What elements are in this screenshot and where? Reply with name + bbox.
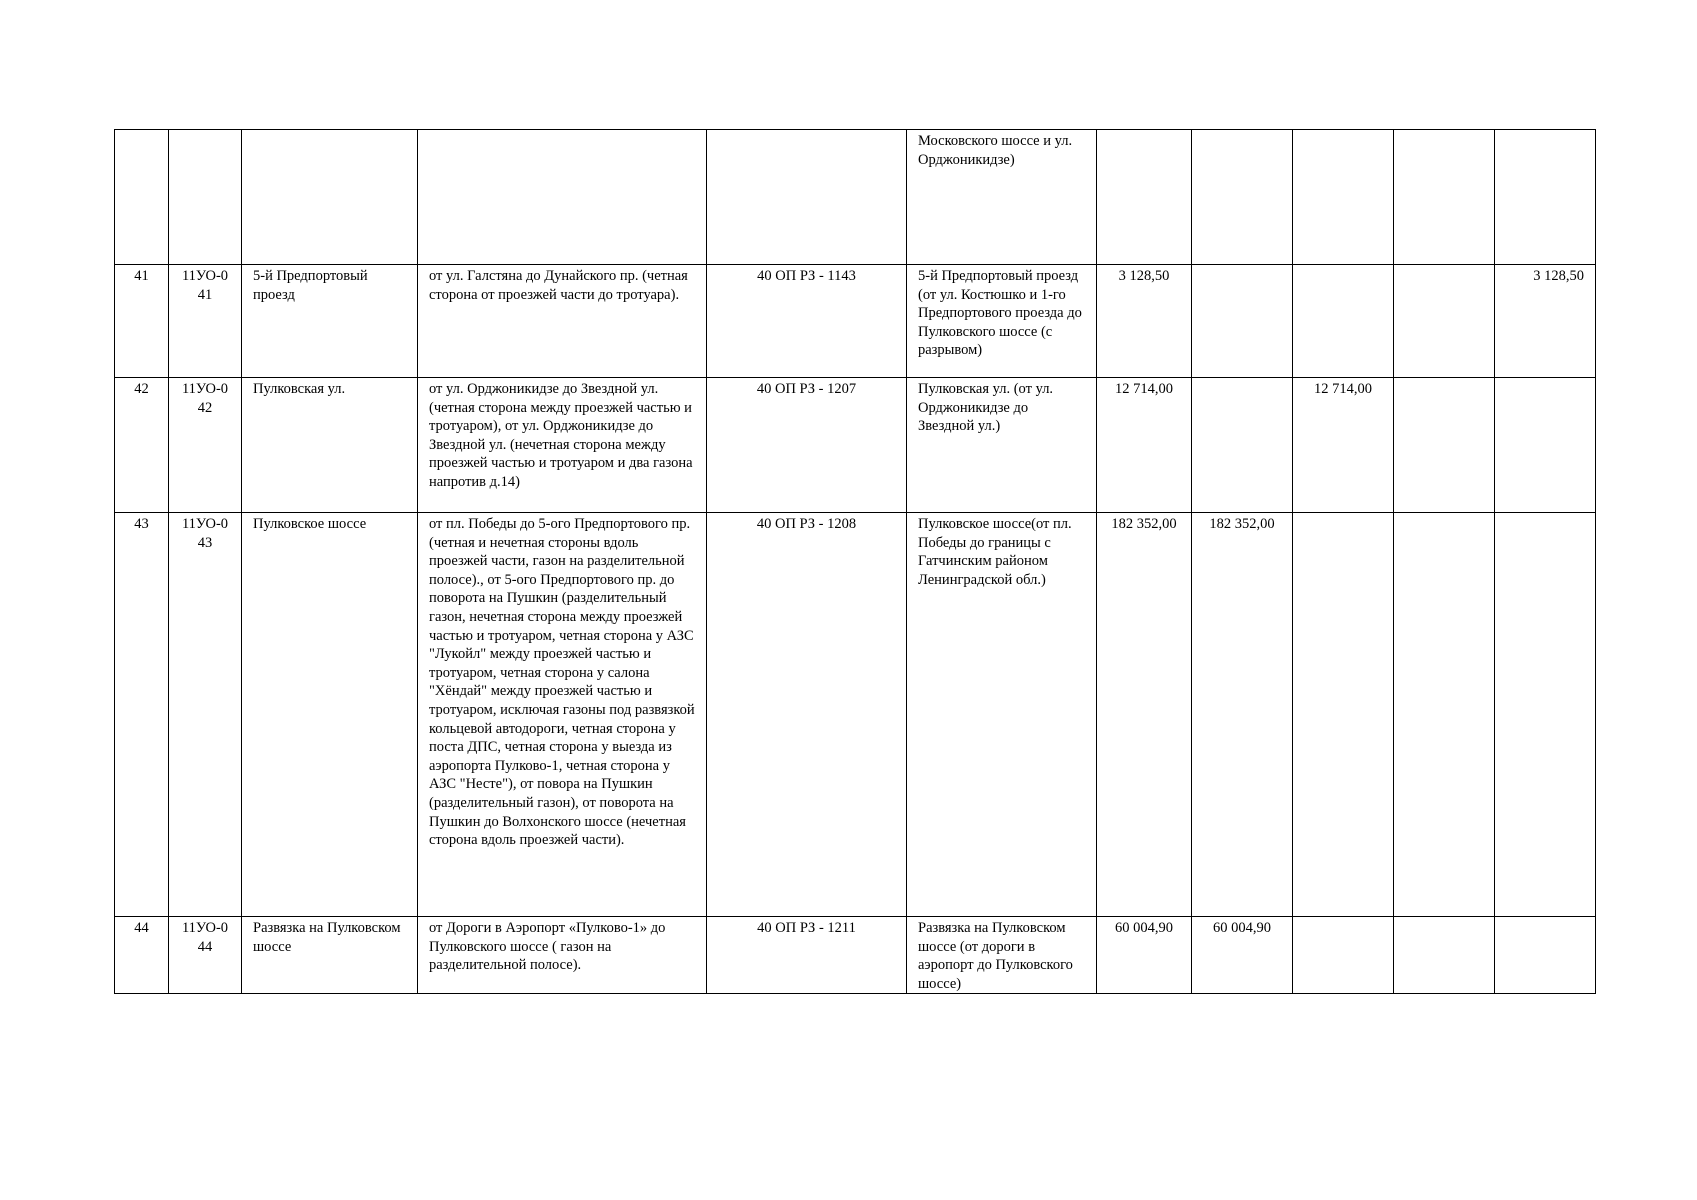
value-col-3 [1293, 917, 1394, 994]
value-col-5 [1495, 917, 1596, 994]
value-col-2: 60 004,90 [1192, 917, 1293, 994]
value-col-3: 12 714,00 [1293, 378, 1394, 513]
value-col-4 [1394, 917, 1495, 994]
value-col-2 [1192, 378, 1293, 513]
registry-number: 40 ОП РЗ - 1211 [707, 917, 907, 994]
registry-name: 5-й Предпортовый проезд (от ул. Костюшко и 1-го Предпортового проезда до Пулковского шоссе (с разрывом) [907, 265, 1097, 378]
value-col-5 [1495, 130, 1596, 265]
row-number: 41 [115, 265, 169, 378]
value-col-5: 3 128,50 [1495, 265, 1596, 378]
row-number: 42 [115, 378, 169, 513]
value-col-4 [1394, 130, 1495, 265]
table-row [115, 917, 1596, 994]
object-code: 11УО-041 [169, 265, 242, 378]
row-number: 43 [115, 513, 169, 917]
value-col-5 [1495, 513, 1596, 917]
value-total: 60 004,90 [1097, 917, 1192, 994]
registry-name: Пулковское шоссе(от пл. Победы до границы с Гатчинским районом Ленинградской обл.) [907, 513, 1097, 917]
value-col-2 [1192, 130, 1293, 265]
object-name: Пулковская ул. [242, 378, 418, 513]
registry-number: 40 ОП РЗ - 1207 [707, 378, 907, 513]
object-code: 11УО-042 [169, 378, 242, 513]
object-description: от пл. Победы до 5-ого Предпортового пр.(четная и нечетная стороны вдоль проезжей части, газон на разделительной полосе)., от 5-ого Предпортового пр. до поворота на Пушкин (разделительный газон, нечетная сторона между проезжей частью и тротуаром, четная сторона у АЗС "Лукойл" между проезжей частью и тротуаром, четная сторона у салона "Хёндай" между проезжей частью и тротуаром, исключая газоны под развязкой кольцевой автодороги, четная сторона у поста ДПС, четная сторона у выезда из аэропорта Пулково-1, четная сторона у АЗС "Несте"), от повора на Пушкин (разделительный газон), от поворота на Пушкин до Волхонского шоссе (нечетная сторона вдоль проезжей части). [418, 513, 707, 917]
registry-number: 40 ОП РЗ - 1208 [707, 513, 907, 917]
registry-number [707, 130, 907, 265]
object-description: от ул. Орджоникидзе до Звездной ул. (четная сторона между проезжей частью и тротуаром), от ул. Орджоникидзе до Звездной ул. (нечетная сторона между проезжей частью и тротуаром и два газона напротив д.14) [418, 378, 707, 513]
object-description: от ул. Галстяна до Дунайского пр. (четная сторона от проезжей части до тротуара). [418, 265, 707, 378]
value-total [1097, 130, 1192, 265]
object-code [169, 130, 242, 265]
object-code: 11УО-044 [169, 917, 242, 994]
row-number: 44 [115, 917, 169, 994]
table-row [115, 265, 1596, 378]
object-description [418, 130, 707, 265]
registry-name: Пулковская ул. (от ул. Орджоникидзе до Звездной ул.) [907, 378, 1097, 513]
table-row [115, 378, 1596, 513]
value-col-4 [1394, 378, 1495, 513]
object-name: 5-й Предпортовый проезд [242, 265, 418, 378]
value-total: 3 128,50 [1097, 265, 1192, 378]
registry-name: Развязка на Пулковском шоссе (от дороги в аэропорт до Пулковского шоссе) [907, 917, 1097, 994]
value-col-5 [1495, 378, 1596, 513]
object-name: Пулковское шоссе [242, 513, 418, 917]
object-name: Развязка на Пулковском шоссе [242, 917, 418, 994]
value-col-4 [1394, 265, 1495, 378]
value-total: 182 352,00 [1097, 513, 1192, 917]
registry-number: 40 ОП РЗ - 1143 [707, 265, 907, 378]
value-total: 12 714,00 [1097, 378, 1192, 513]
value-col-3 [1293, 265, 1394, 378]
value-col-3 [1293, 130, 1394, 265]
registry-name: Московского шоссе и ул. Орджоникидзе) [907, 130, 1097, 265]
value-col-4 [1394, 513, 1495, 917]
value-col-2: 182 352,00 [1192, 513, 1293, 917]
object-name [242, 130, 418, 265]
table-row [115, 130, 1596, 265]
row-number [115, 130, 169, 265]
object-code: 11УО-043 [169, 513, 242, 917]
green-zones-table [114, 129, 1596, 994]
table-row [115, 513, 1596, 917]
value-col-3 [1293, 513, 1394, 917]
value-col-2 [1192, 265, 1293, 378]
object-description: от Дороги в Аэропорт «Пулково-1» до Пулковского шоссе ( газон на разделительной полосе). [418, 917, 707, 994]
